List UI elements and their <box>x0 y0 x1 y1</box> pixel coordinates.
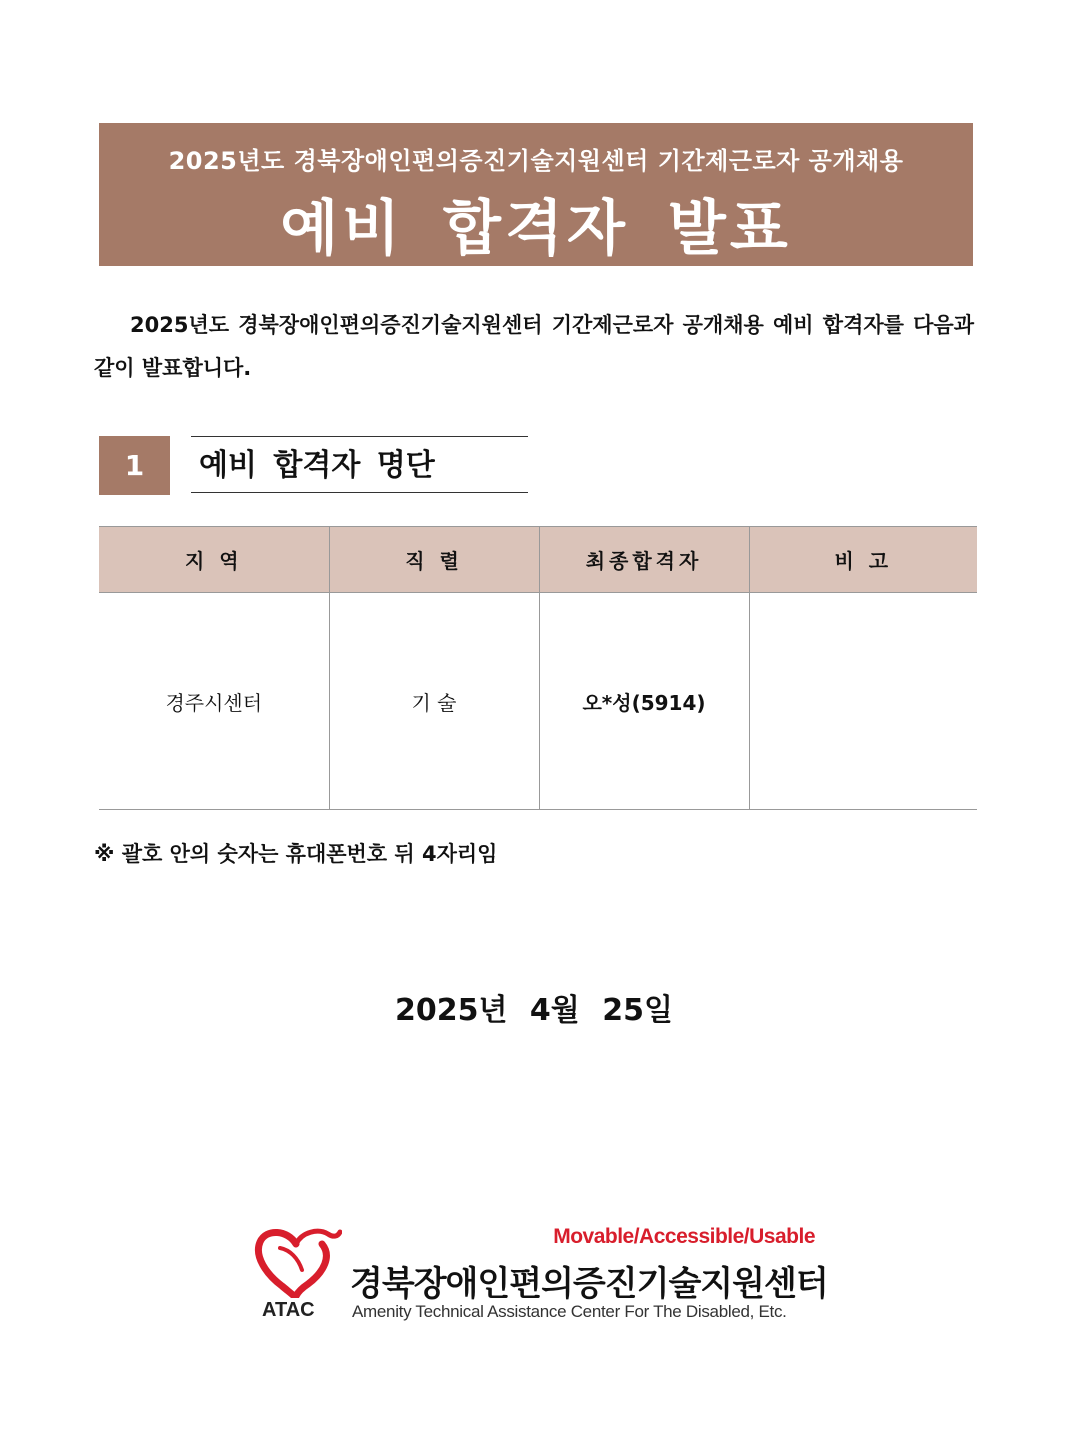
logo-organization-name: 경북장애인편의증진기술지원센터 <box>350 1264 828 1304</box>
header-region: 지 역 <box>99 527 329 593</box>
header-final-candidate: 최종합격자 <box>539 527 749 593</box>
header-position: 직 렬 <box>329 527 539 593</box>
cell-region: 경주시센터 <box>99 593 329 810</box>
cell-position: 기 술 <box>329 593 539 810</box>
section-title: 예비 합격자 명단 <box>191 436 528 493</box>
red-heart-bird-icon <box>252 1226 342 1298</box>
logo-tagline: Movable/Accessible/Usable <box>553 1225 815 1248</box>
section-number: 1 <box>99 436 170 495</box>
intro-paragraph: 2025년도 경북장애인편의증진기술지원센터 기간제근로자 공개채용 예비 합격자를 다음과 같이 발표합니다. <box>94 313 974 380</box>
title-banner <box>99 123 973 266</box>
table-row <box>99 593 977 810</box>
banner-title: 예비 합격자 발표 <box>280 194 792 264</box>
logo-english-name: Amenity Technical Assistance Center For The Disabled, Etc. <box>352 1302 787 1321</box>
table-header-row <box>99 527 977 593</box>
announcement-date: 2025년 4월 25일 <box>395 993 673 1028</box>
footnote: ※ 괄호 안의 숫자는 휴대폰번호 뒤 4자리임 <box>94 842 498 866</box>
header-remarks: 비 고 <box>749 527 977 593</box>
cell-remarks <box>749 593 977 810</box>
logo-abbreviation: ATAC <box>262 1299 315 1321</box>
cell-final-candidate: 오*성(5914) <box>539 593 749 810</box>
banner-subtitle: 2025년도 경북장애인편의증진기술지원센터 기간제근로자 공개채용 <box>168 147 904 175</box>
candidate-table <box>99 526 977 810</box>
